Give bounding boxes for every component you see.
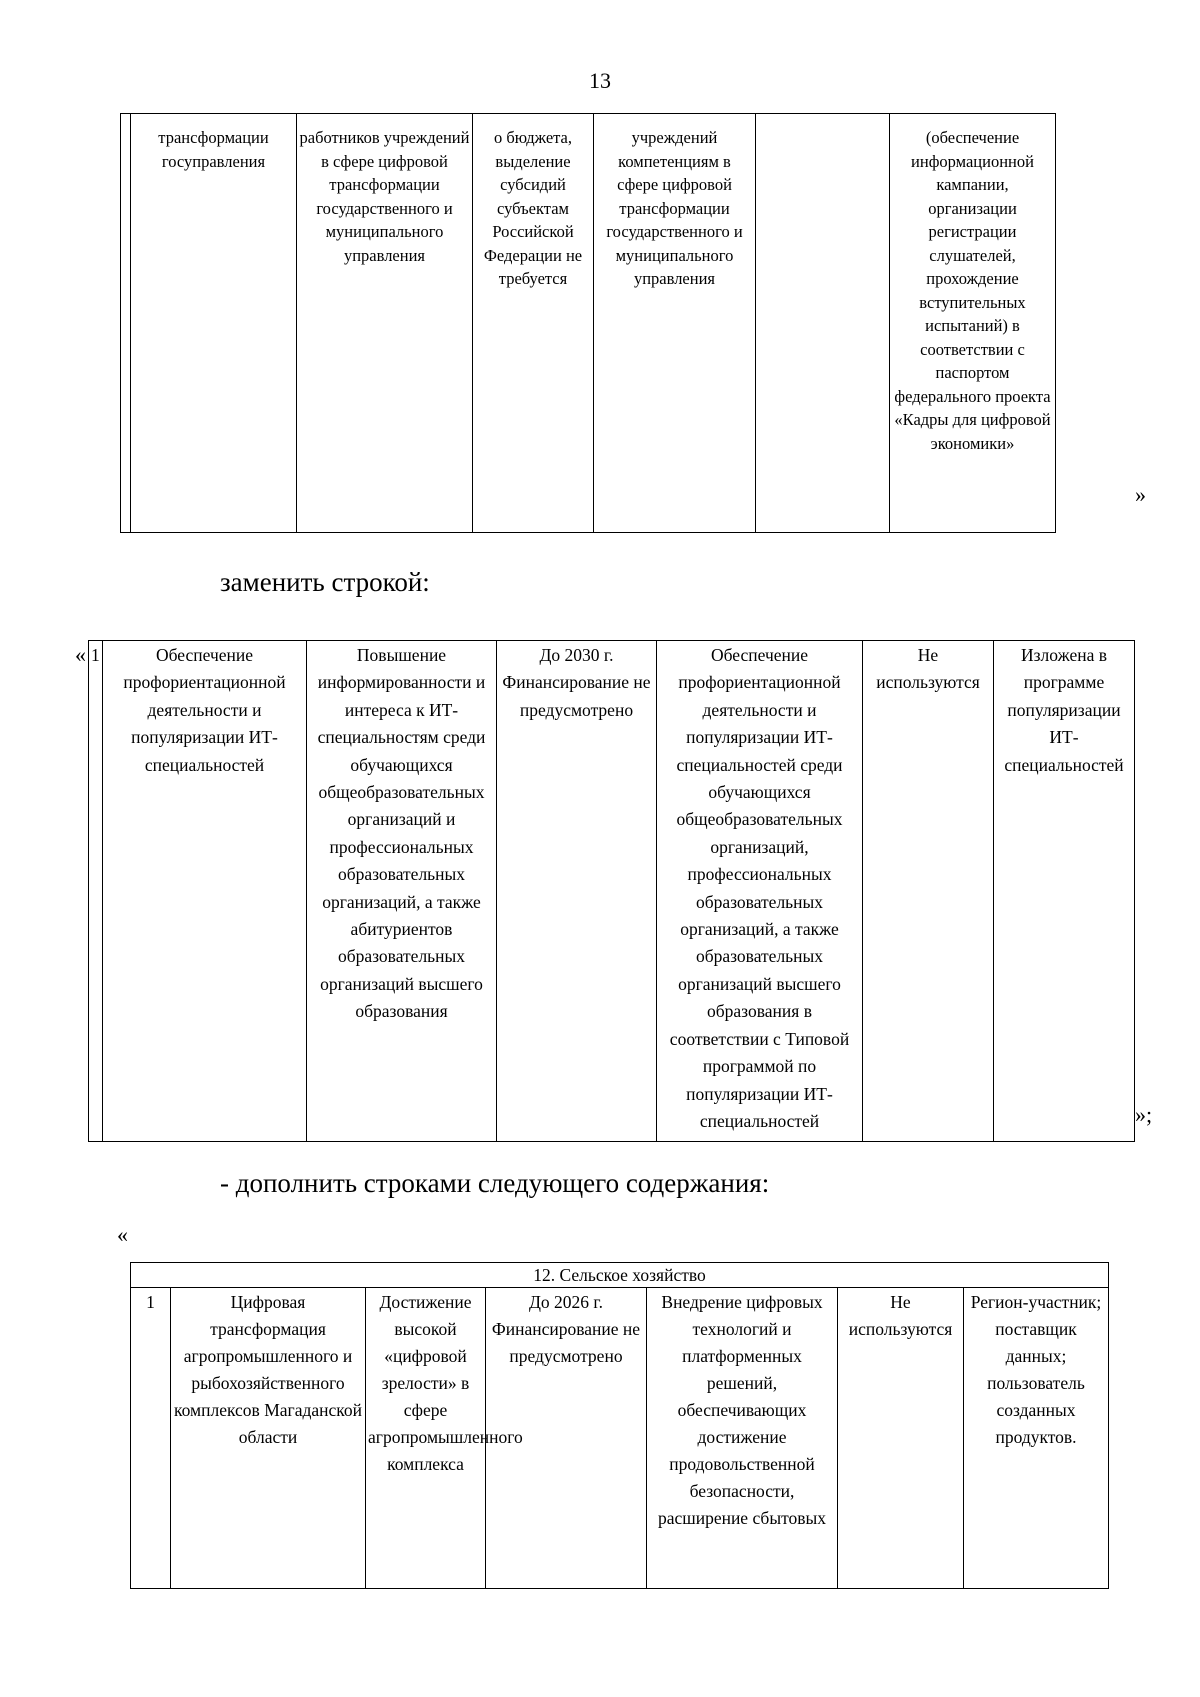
table-cell-result: учреждений компетенциям в сфере цифровой трансформации государственного и муниципального управления [594, 114, 756, 533]
table-cell-number: 1 [131, 1288, 171, 1589]
closing-quote-1: » [1135, 482, 1146, 507]
replacement-row-table [88, 640, 1135, 1142]
heading-replace: заменить строкой: [220, 567, 430, 597]
table-cell-term: До 2026 г. Финансирование не предусмотрено [486, 1288, 647, 1589]
table-cell-number: 1 [89, 641, 103, 1142]
closing-quote-2: »; [1135, 1102, 1153, 1127]
table-cell-result: Обеспечение профориентационной деятельности и популяризации ИТ-специальностей среди обучающихся общеобразовательных организаций, профессиональных образовательных организаций, а также образовательных организаций высшего образования в соответствии с Типовой программой по популяризации ИТ-специальностей [657, 641, 863, 1142]
table-cell-result: Внедрение цифровых технологий и платформенных решений, обеспечивающих достижение продовольственной безопасности, расширение сбытовых [647, 1288, 838, 1589]
table-cell-goal: Повышение информированности и интереса к ИТ-специальностям среди обучающихся общеобразовательных организаций и профессиональных образовательных организаций, а также абитуриентов образовательных организаций высшего образования [307, 641, 497, 1142]
table-cell-name: Цифровая трансформация агропромышленного и рыбохозяйственного комплексов Магаданской области [171, 1288, 366, 1589]
table-cell-goal: Достижение высокой «цифровой зрелости» в сфере агропромышленного комплекса [366, 1288, 486, 1589]
table-cell-name: Обеспечение профориентационной деятельности и популяризации ИТ-специальностей [103, 641, 307, 1142]
section-title: 12. Сельское хозяйство [131, 1263, 1109, 1288]
heading-add: - дополнить строками следующего содержания: [220, 1168, 770, 1198]
table-cell-term: До 2030 г. Финансирование не предусмотрено [497, 641, 657, 1142]
opening-quote-3: « [117, 1222, 128, 1247]
previous-row-table [120, 113, 1131, 533]
page-number: 13 [589, 68, 611, 93]
table-cell-platforms: Не используются [838, 1288, 964, 1589]
table-cell-goal: работников учреждений в сфере цифровой трансформации государственного и муниципального управления [297, 114, 473, 533]
table-cell-platforms [756, 114, 890, 533]
table-cell-participation: Регион-участник; поставщик данных; пользователь созданных продуктов. [964, 1288, 1109, 1589]
table-cell-platforms: Не используются [863, 641, 994, 1142]
table-cell-name: трансформации госуправления [131, 114, 297, 533]
table-cell-empty [1056, 114, 1131, 533]
new-rows-table [130, 1262, 1109, 1589]
table-cell-number [121, 114, 131, 533]
table-cell-term: о бюджета, выделение субсидий субъектам Российской Федерации не требуется [473, 114, 594, 533]
table-cell-participation: Изложена в программе популяризации ИТ-специальностей [994, 641, 1135, 1142]
opening-quote-2: « [75, 642, 86, 667]
table-cell-participation: (обеспечение информационной кампании, организации регистрации слушателей, прохождение вступительных испытаний) в соответствии с паспортом федерального проекта «Кадры для цифровой экономики» [890, 114, 1056, 533]
